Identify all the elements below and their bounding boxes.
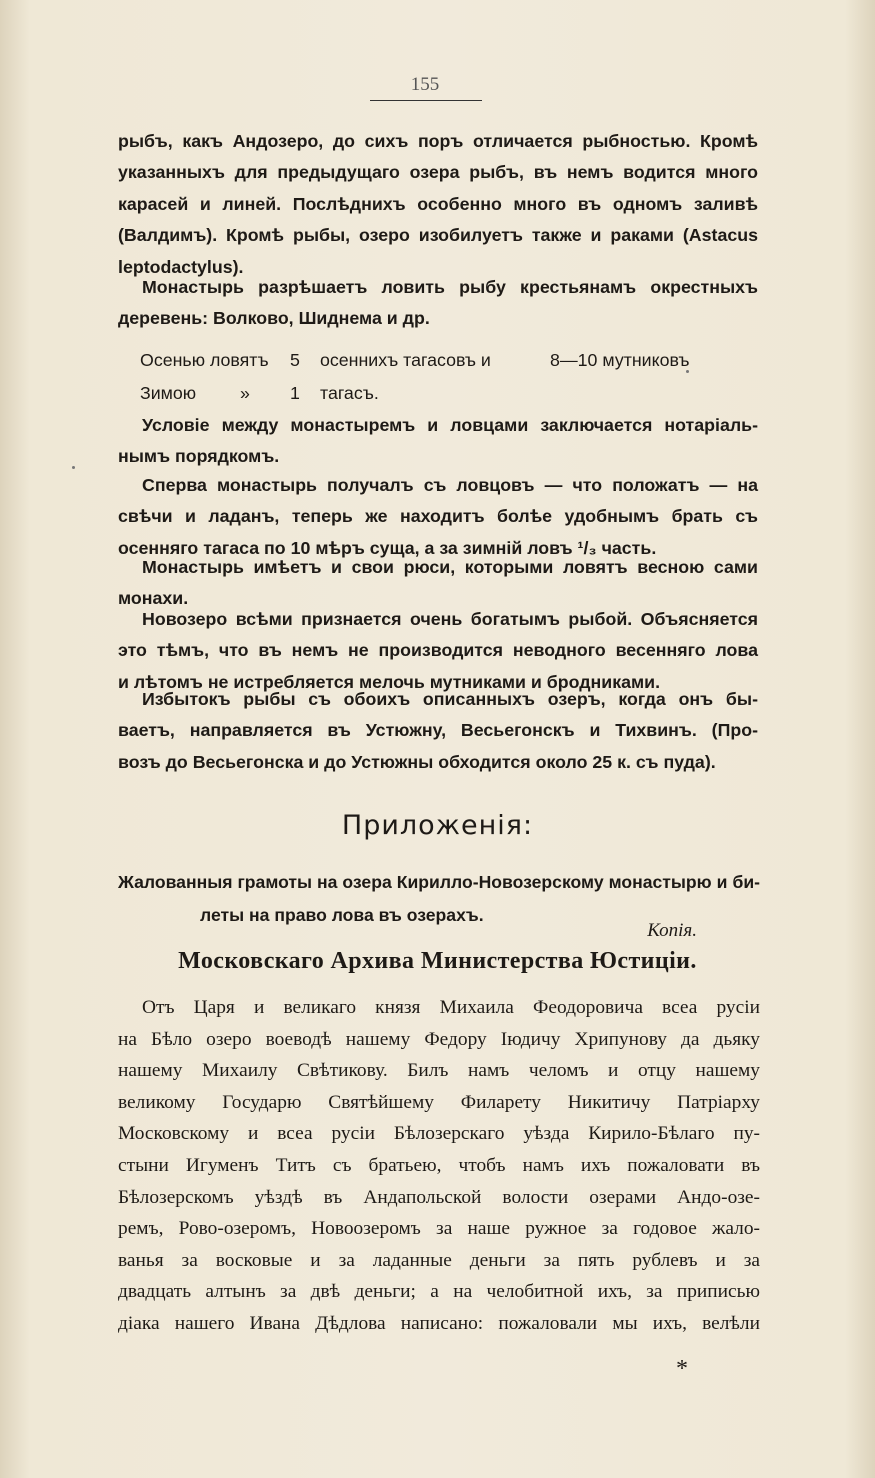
text-line: Условіе между монастыремъ и ловцами заключается нотаріаль- (142, 415, 758, 435)
paragraph-fish (118, 126, 758, 283)
page-number-rule (370, 100, 482, 101)
paragraph-permission (118, 272, 758, 335)
text-line: Жалованныя грамоты на озера Кирилло-Новозерскому монастырю и би- (118, 872, 760, 892)
appendix-heading: Приложенія: (341, 810, 534, 841)
text-line: леты на право лова въ озерахъ. (200, 905, 484, 925)
paragraph-payment (118, 470, 758, 564)
text-line: свѣчи и ладанъ, теперь же находитъ болѣе удобнымъ брать съ (118, 506, 758, 527)
text-line: (Валдимъ). Кромѣ рыбы, озеро изобилуетъ также и раками (Astacus (118, 225, 758, 246)
text-line: Бѣлозерскомъ уѣздѣ въ Андапольской волости озерами Андо-озе- (118, 1186, 760, 1208)
text-line: осенняго тагаса по 10 мѣръ суща, а за зимній ловъ ¹/₃ часть. (118, 537, 657, 558)
text-line: монахи. (118, 588, 189, 609)
text-line: ванья за восковые и за ладанные деньги за пять рублевъ и за (118, 1249, 760, 1271)
text-line: нашему Михаилу Свѣтикову. Билъ намъ челомъ и отцу нашему (118, 1060, 760, 1082)
text-line: ремъ, Рово-озеромъ, Новоозеромъ за наше ружное за годовое жало- (118, 1218, 760, 1240)
catch-table (140, 344, 760, 410)
text-line: и лѣтомъ не истребляется мелочь мутниками и бродниками. (118, 671, 661, 692)
paragraph-agreement (118, 410, 758, 473)
text-line: Московскому и всеа русіи Бѣлозерскаго уѣзда Кирило-Бѣлаго пу- (118, 1123, 760, 1145)
text-line: Новозеро всѣми признается очень богатымъ рыбой. Объясняется (142, 609, 758, 629)
print-speck (686, 370, 689, 373)
text-line: указанныхъ для предыдущаго озера рыбъ, въ немъ водится много (118, 162, 758, 183)
catch-row-autumn: Осенью ловятъ 5 осеннихъ тагасовъ и 8—10 мутниковъ (140, 350, 690, 370)
text-line: Избытокъ рыбы съ обоихъ описанныхъ озеръ, когда онъ бы- (142, 689, 758, 709)
text-line: двадцать алтынъ за двѣ деньги; а на челобитной ихъ, за приписью (118, 1281, 760, 1303)
signature-mark: * (676, 1356, 688, 1382)
text-line: ваетъ, направляется въ Устюжну, Весьегонскъ и Тихвинъ. (Про- (118, 720, 758, 741)
text-line: діака нашего Ивана Дѣдлова написано: пожаловали мы ихъ, велѣли (118, 1312, 760, 1334)
text-line: рыбъ, какъ Андозеро, до сихъ поръ отличается рыбностью. Кромѣ (118, 131, 758, 151)
text-line: Отъ Царя и великаго князя Михаила Феодоровича всеа русіи (142, 997, 760, 1018)
text-line: Монастырь имѣетъ и свои рюси, которыми ловятъ весною сами (142, 557, 758, 577)
decree-text (118, 992, 760, 1340)
copy-label: Копія. (647, 920, 697, 941)
text-line: карасей и линей. Послѣднихъ особенно много въ одномъ заливѣ (118, 193, 758, 214)
text-line: leptodactylus). (118, 256, 244, 277)
archive-heading: Московскаго Архива Министерства Юстиціи. (178, 948, 697, 974)
text-line: стыни Игуменъ Титъ съ братьею, чтобъ намъ ихъ пожаловати въ (118, 1154, 760, 1176)
paragraph-surplus (118, 684, 758, 778)
page-number: 155 (410, 74, 440, 95)
text-line: великому Государю Святѣйшему Филарету Никитичу Патріарху (118, 1091, 760, 1113)
text-line: Сперва монастырь получалъ съ ловцовъ — что положатъ — на (142, 475, 758, 495)
catch-row-winter: Зимою » 1 тагасъ. (140, 383, 379, 403)
text-line: возъ до Весьегонска и до Устюжны обходится около 25 к. съ пуда). (118, 751, 716, 772)
text-line: на Бѣло озеро воеводѣ нашему Федору Іюдичу Хрипунову да дьяку (118, 1028, 760, 1050)
print-speck (72, 466, 75, 469)
text-line: Монастырь разрѣшаетъ ловить рыбу крестьянамъ окрестныхъ (142, 277, 758, 297)
text-line: это тѣмъ, что въ немъ не производится неводного весенняго лова (118, 640, 758, 661)
text-line: деревень: Волково, Шиднема и др. (118, 308, 430, 329)
text-line: нымъ порядкомъ. (118, 446, 280, 467)
